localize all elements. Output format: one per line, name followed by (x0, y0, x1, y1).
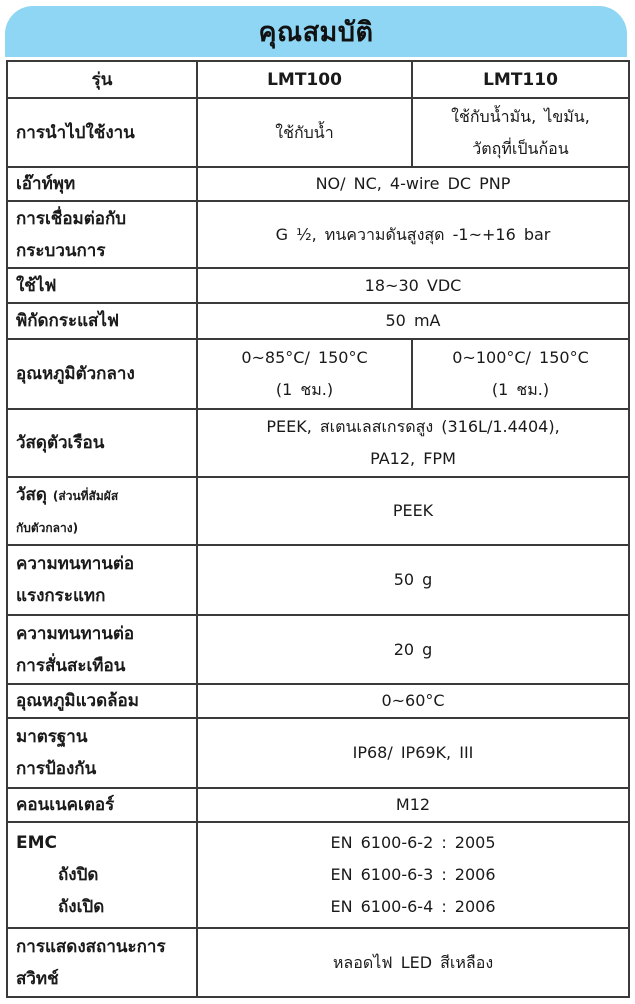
page-title: คุณสมบัติ (258, 17, 374, 48)
value-supply: 18~30 VDC (197, 268, 629, 303)
label-line: การสั่นสะเทือน (16, 655, 126, 676)
value-output: NO/ NC, 4-wire DC PNP (197, 167, 629, 201)
row-label-vibration-resistance (7, 615, 197, 684)
label-line: EMC (16, 833, 58, 853)
value-application-lmt110 (412, 98, 629, 167)
value-protection: IP68/ IP69K, III (197, 718, 629, 788)
label-note: กับตัวกลาง) (16, 520, 79, 535)
value-current-rating: 50 mA (197, 303, 629, 339)
row-label-housing-material: วัสดุตัวเรือน (7, 409, 197, 477)
table-row (7, 201, 629, 268)
label-note: (ส่วนที่สัมผัส (52, 488, 119, 503)
label-line: ถังปิด (58, 865, 99, 885)
value-housing-material (197, 409, 629, 477)
label-line: ความทนทานต่อ (16, 554, 135, 574)
label-line: ถังเปิด (58, 897, 105, 917)
row-label-connector: คอนเนคเตอร์ (7, 788, 197, 822)
value-line: 0~85°C/ 150°C (241, 348, 368, 367)
value-line: EN 6100-6-2 : 2005 (330, 833, 496, 852)
label-line: ความทนทานต่อ (16, 623, 135, 644)
table-row (7, 822, 629, 928)
title-banner (5, 6, 627, 57)
row-label-application: การนำไปใช้งาน (7, 98, 197, 167)
header-lmt110: LMT110 (412, 61, 629, 98)
row-label-wetted-material (7, 477, 197, 545)
value-line: 0~100°C/ 150°C (452, 348, 589, 367)
value-medium-temp-lmt100 (197, 339, 412, 409)
value-line: (1 ชม.) (491, 380, 550, 399)
label-main: วัสดุ (16, 484, 47, 505)
value-shock-resistance: 50 g (197, 545, 629, 615)
value-line: ใช้กับน้ำมัน, ไขมัน, (451, 106, 590, 126)
label-line: การป้องกัน (16, 759, 97, 779)
row-label-switch-indicator (7, 928, 197, 997)
label-line: สวิทช์ (16, 968, 59, 989)
label-line: กระบวนการ (16, 240, 106, 261)
value-line: PEEK, สเตนเลสเกรดสูง (316L/1.4404), (266, 417, 560, 436)
table-row (7, 718, 629, 788)
table-row (7, 303, 629, 339)
table-row (7, 477, 629, 545)
table-row (7, 615, 629, 684)
value-connector: M12 (197, 788, 629, 822)
value-switch-indicator: หลอดไฟ LED สีเหลือง (197, 928, 629, 997)
row-label-medium-temp: อุณหภูมิตัวกลาง (7, 339, 197, 409)
value-ambient-temp: 0~60°C (197, 684, 629, 718)
label-line: การแสดงสถานะการ (16, 936, 166, 957)
table-row (7, 928, 629, 997)
value-line: (1 ชม.) (275, 380, 334, 399)
label-line: การเชื่อมต่อกับ (16, 208, 127, 229)
header-model: รุ่น (7, 61, 197, 98)
value-line: PA12, FPM (370, 449, 456, 468)
table-row (7, 167, 629, 201)
row-label-output: เอ๊าท์พุท (7, 167, 197, 201)
value-line: วัตถุที่เป็นก้อน (472, 138, 569, 158)
row-label-shock-resistance (7, 545, 197, 615)
value-vibration-resistance: 20 g (197, 615, 629, 684)
value-wetted-material: PEEK (197, 477, 629, 545)
row-label-emc (7, 822, 197, 928)
row-label-process-connection (7, 201, 197, 268)
label-line: แรงกระแทก (16, 586, 106, 606)
label-line: มาตรฐาน (16, 727, 88, 747)
table-row (7, 98, 629, 167)
table-row (7, 268, 629, 303)
value-application-lmt100: ใช้กับน้ำ (197, 98, 412, 167)
table-row (7, 684, 629, 718)
table-header-row (7, 61, 629, 98)
row-label-current-rating: พิกัดกระแสไฟ (7, 303, 197, 339)
table-row (7, 545, 629, 615)
row-label-ambient-temp: อุณหภูมิแวดล้อม (7, 684, 197, 718)
table-row (7, 788, 629, 822)
row-label-supply: ใช้ไฟ (7, 268, 197, 303)
row-label-protection (7, 718, 197, 788)
value-process-connection: G ½, ทนความดันสูงสุด -1~+16 bar (197, 201, 629, 268)
value-line: EN 6100-6-4 : 2006 (330, 897, 496, 916)
value-emc (197, 822, 629, 928)
table-row (7, 409, 629, 477)
header-lmt100: LMT100 (197, 61, 412, 98)
table-row (7, 339, 629, 409)
value-medium-temp-lmt110 (412, 339, 629, 409)
value-line: EN 6100-6-3 : 2006 (330, 865, 496, 884)
spec-table (6, 60, 630, 998)
